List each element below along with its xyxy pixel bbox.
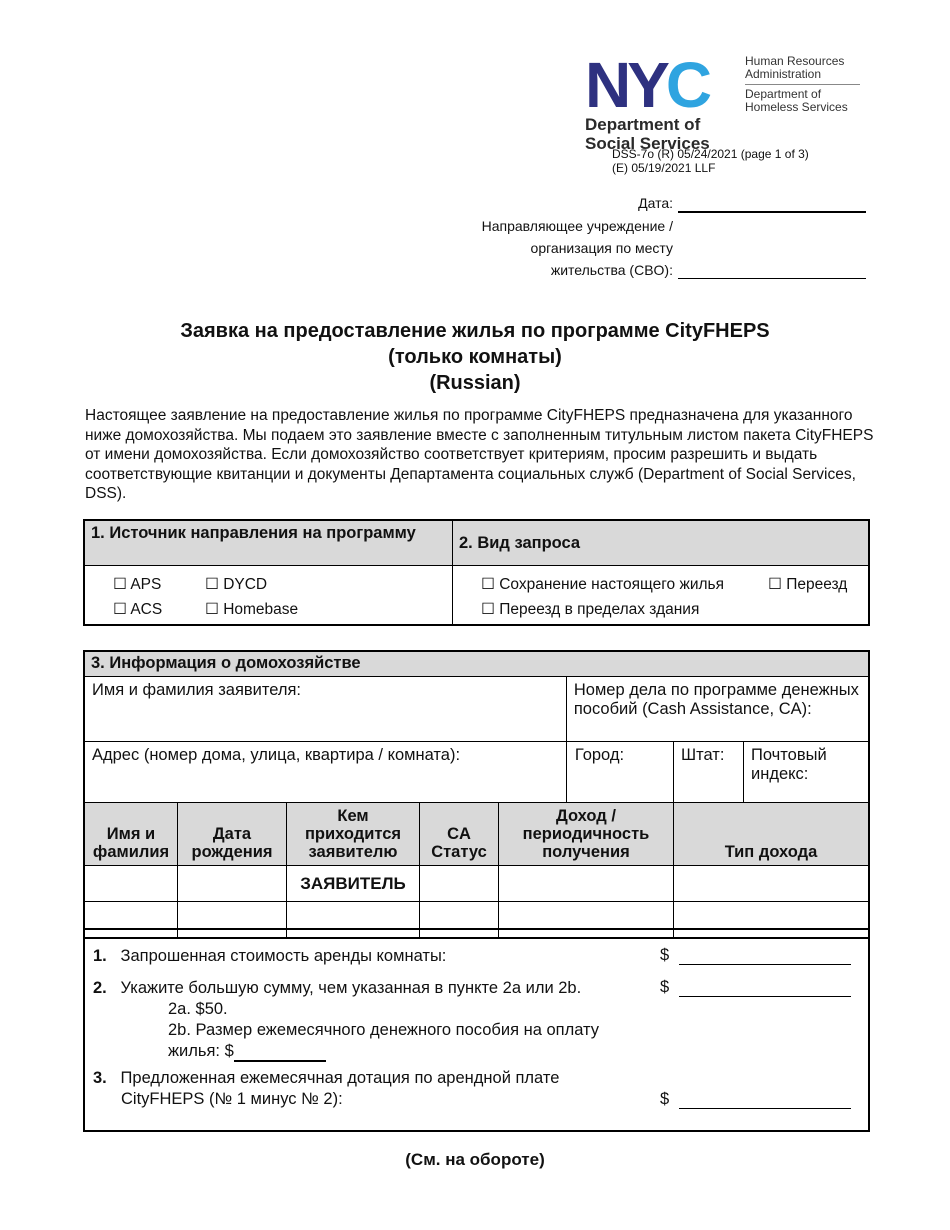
- cell-relation-applicant: ЗАЯВИТЕЛЬ: [287, 866, 420, 902]
- cell-income[interactable]: [499, 866, 674, 902]
- dollar-1: $: [660, 946, 670, 964]
- dss-name: Department of Social Services: [585, 115, 710, 153]
- greater-amount-field[interactable]: [679, 996, 851, 997]
- referral-request-table: [83, 519, 870, 626]
- page-title: Заявка на предоставление жилья по программе CityFHEPS (только комнаты) (Russian): [180, 320, 770, 394]
- household-info-table: [83, 650, 870, 939]
- item2a: 2a. $50.: [168, 1000, 228, 1018]
- cell-ca-status[interactable]: [420, 866, 499, 902]
- nyc-logo: [585, 49, 740, 121]
- checkbox-move-within-building[interactable]: ☐ Переезд в пределах здания: [481, 601, 700, 618]
- checkbox-aps[interactable]: ☐ APS: [113, 576, 162, 593]
- col-income: Доход / периодичность получения: [499, 803, 674, 866]
- nyc-logo-text: NYC: [585, 49, 709, 121]
- rent-calculation-box: [83, 928, 870, 1132]
- referring-label-2: организация по месту: [530, 240, 673, 256]
- checkbox-keep-housing[interactable]: ☐ Сохранение настоящего жилья: [481, 576, 725, 593]
- case-number-field[interactable]: Номер дела по программе денежных пособий (Cash Assistance, CA):: [566, 677, 869, 742]
- subsidy-amount-field[interactable]: [679, 1108, 851, 1109]
- checkbox-dycd[interactable]: ☐ DYCD: [205, 576, 268, 593]
- intro-paragraph: Настоящее заявление на предоставление жилья по программе CityFHEPS предназначена для указанного ниже домохозяйства. Мы подаем это заявление вместе с заполненным титульным листом пакета CityFHEPS от имени домохозяйства. Если домохозяйство соответствует критериям, просим разрешить и выдать соответствующие квитанции и документы Департамента социальных служб (Department of Social Services, DSS).: [85, 407, 874, 502]
- col-name: Имя и фамилия: [84, 803, 178, 866]
- applicant-name-field[interactable]: Имя и фамилия заявителя:: [84, 677, 566, 742]
- col-income-type: Тип дохода: [673, 803, 869, 866]
- section2-title: 2. Вид запроса: [453, 520, 870, 566]
- col-dob: Дата рождения: [178, 803, 287, 866]
- section2-options: [453, 566, 870, 626]
- section1-options: [84, 566, 453, 626]
- agency-hra: Human Resources Administration: [745, 54, 845, 81]
- agency-dhs: Department of Homeless Services: [745, 87, 848, 114]
- agency-names: [745, 55, 865, 114]
- date-label: Дата:: [638, 195, 673, 211]
- zip-field[interactable]: Почтовый индекс:: [744, 742, 870, 803]
- see-reverse-note: (См. на обороте): [405, 1150, 545, 1169]
- rent-amount-field[interactable]: [679, 964, 851, 965]
- shelter-allowance-field[interactable]: [234, 1044, 326, 1062]
- section1-title: 1. Источник направления на программу: [84, 520, 453, 566]
- address-field[interactable]: Адрес (номер дома, улица, квартира / комната):: [84, 742, 566, 803]
- state-field[interactable]: Штат:: [674, 742, 744, 803]
- section3-title: 3. Информация о домохозяйстве: [84, 651, 869, 677]
- date-field[interactable]: [678, 211, 866, 213]
- referring-org-field[interactable]: [678, 278, 866, 279]
- col-relation: Кем приходится заявителю: [287, 803, 420, 866]
- checkbox-acs[interactable]: ☐ ACS: [113, 601, 163, 618]
- item3: 3. Предложенная ежемесячная дотация по арендной плате CityFHEPS (№ 1 минус № 2):: [93, 1069, 560, 1108]
- cell-income-type[interactable]: [673, 866, 869, 902]
- referring-label-3: жительства (CBO):: [550, 262, 673, 278]
- referring-label-1: Направляющее учреждение /: [481, 218, 673, 234]
- item1: 1. Запрошенная стоимость аренды комнаты:: [93, 947, 447, 965]
- checkbox-homebase[interactable]: ☐ Homebase: [205, 601, 299, 618]
- dollar-2: $: [660, 978, 670, 996]
- item2: 2. Укажите большую сумму, чем указанная в пункте 2a или 2b.: [93, 979, 582, 997]
- item2b: 2b. Размер ежемесячного денежного пособия на оплату жилья: $: [168, 1021, 600, 1060]
- table-row: [84, 866, 869, 902]
- col-ca-status: CA Статус: [420, 803, 499, 866]
- city-field[interactable]: Город:: [566, 742, 673, 803]
- cell-dob[interactable]: [178, 866, 287, 902]
- checkbox-move[interactable]: ☐ Переезд: [768, 576, 848, 593]
- cell-name[interactable]: [84, 866, 178, 902]
- form-number: DSS-7o (R) 05/24/2021 (page 1 of 3) (E) 05/19/2021 LLF: [612, 147, 809, 175]
- dollar-3: $: [660, 1090, 670, 1108]
